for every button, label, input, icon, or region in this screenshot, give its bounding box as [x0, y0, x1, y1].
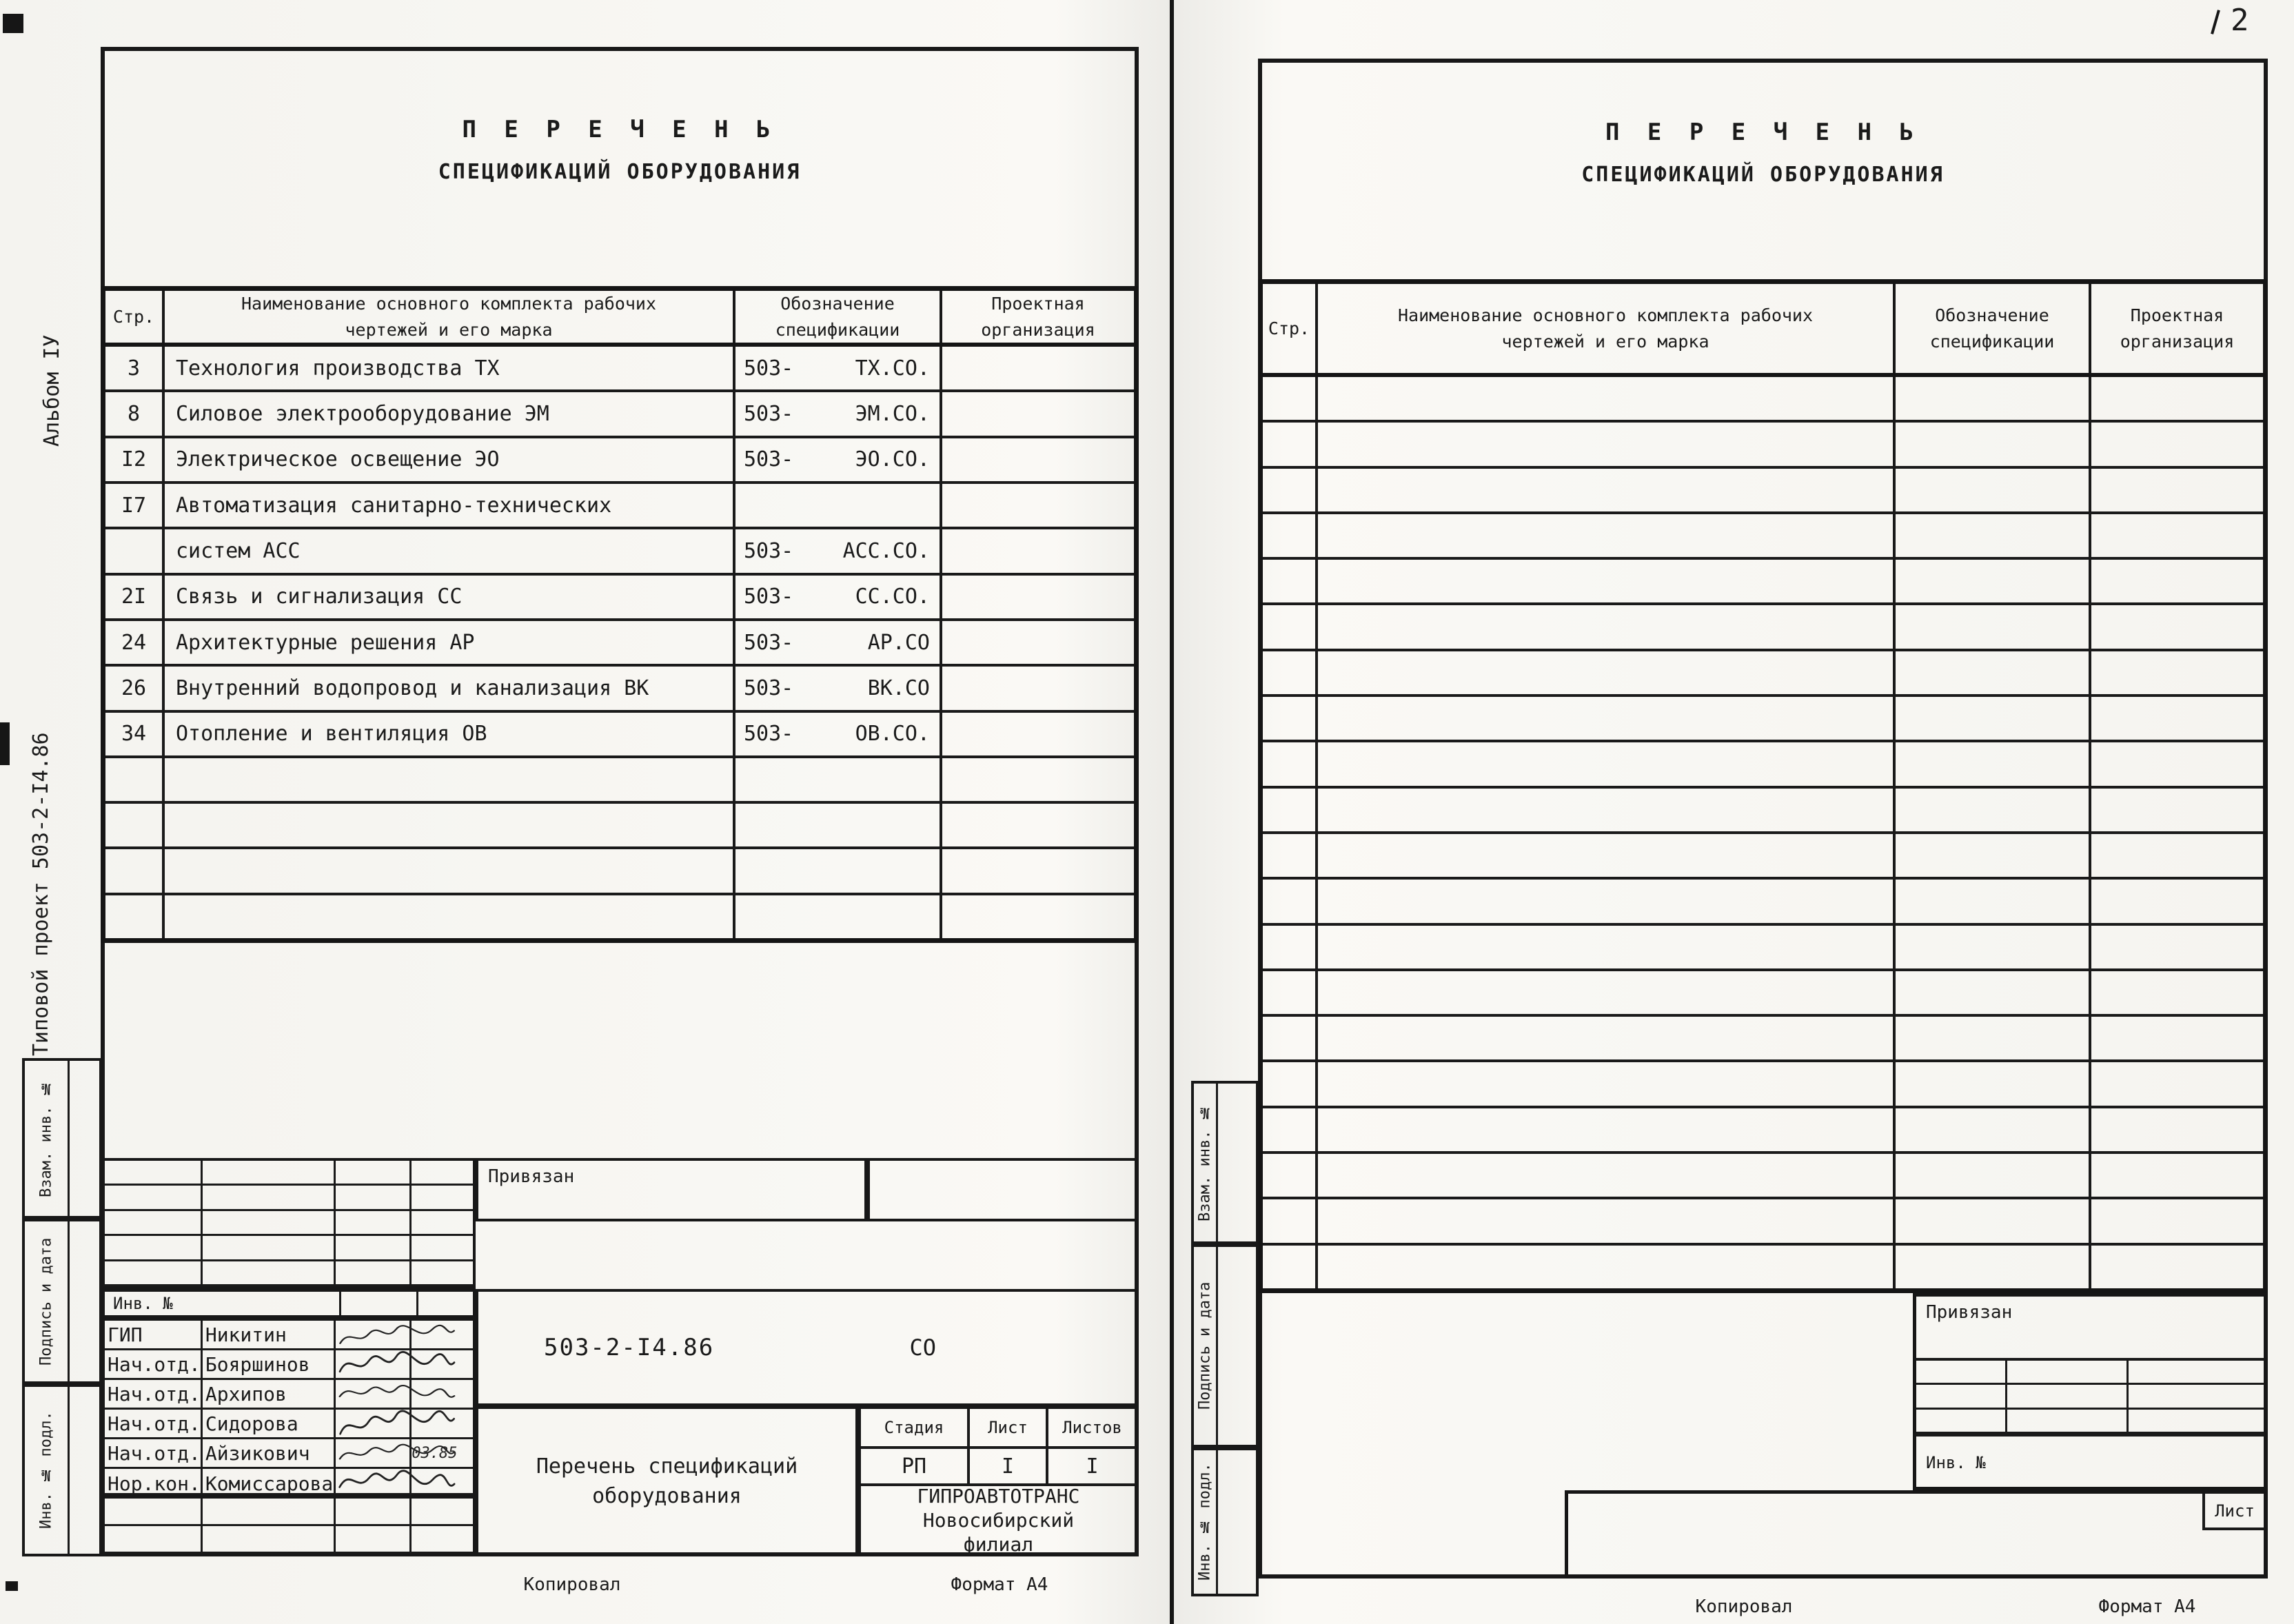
stage-block — [858, 1406, 1139, 1556]
copied-label: Копировал — [523, 1574, 621, 1595]
table-row — [1263, 514, 2263, 560]
privyazan-grid — [1916, 1361, 2264, 1437]
sheet-label: Лист — [2215, 1501, 2255, 1521]
code-cell — [735, 758, 942, 801]
table-row — [1263, 834, 2263, 880]
person-row — [103, 1439, 473, 1469]
signature-scribble — [336, 1321, 412, 1348]
person-name: Айзикович — [203, 1439, 336, 1467]
person-name: Никитин — [203, 1321, 336, 1348]
table-row — [1263, 1199, 2263, 1245]
page-number: 2 — [2231, 3, 2249, 38]
code-cell: 503- АР.СО — [735, 621, 942, 664]
grid-cell — [103, 1186, 203, 1210]
person-row — [103, 1350, 473, 1380]
signature-scribble — [336, 1350, 412, 1378]
grid-cell — [336, 1261, 412, 1286]
header-col-code: Обозначение спецификации — [1896, 284, 2091, 373]
signature-scribble — [336, 1380, 412, 1408]
grid-cell — [412, 1526, 473, 1554]
table-row — [105, 895, 1134, 938]
grid-cell — [2007, 1361, 2129, 1385]
stamp-inv-podl: Инв. № подл. — [22, 1384, 102, 1556]
grid-cell — [2129, 1361, 2264, 1385]
table-row — [1263, 1108, 2263, 1154]
grid-cell — [2007, 1385, 2129, 1409]
table-row — [105, 804, 1134, 849]
grid-cell — [103, 1526, 203, 1554]
grid-cell — [336, 1499, 412, 1526]
grid-cell — [336, 1186, 412, 1210]
header-col-org: Проектная организация — [981, 294, 1095, 340]
grid-cell — [103, 1499, 203, 1526]
table-row: 24 Архитектурные решения АР 503- АР.СО — [105, 621, 1134, 667]
table-row — [1263, 971, 2263, 1017]
table-row — [1263, 697, 2263, 742]
table-row — [105, 849, 1134, 895]
header-col-code: Обозначение спецификации — [735, 291, 942, 343]
right-spec-table — [1258, 279, 2268, 1293]
right-privyazan-block — [1913, 1293, 2268, 1490]
stamp-podpis-data: Подпись и дата — [1191, 1244, 1259, 1448]
right-doc-title: П Е Р Е Ч Е Н Ь — [1605, 119, 1921, 146]
scan-mark — [2211, 10, 2220, 34]
grid-cell — [1916, 1410, 2007, 1434]
scan-mark — [3, 14, 23, 33]
code-cell — [735, 484, 942, 527]
table-row: систем АСС 503- АСС.СО. — [105, 529, 1134, 575]
page-fold-line — [1170, 0, 1174, 1624]
table-row: 2I Связь и сигнализация СС 503- СС.СО. — [105, 576, 1134, 621]
stage-value: РП — [861, 1449, 970, 1483]
person-row — [103, 1469, 473, 1499]
table-row — [1263, 926, 2263, 971]
code-cell: 503- ВК.СО — [735, 667, 942, 709]
grid-cell — [412, 1261, 473, 1286]
sheet-cell — [2202, 1494, 2264, 1530]
grid-cell — [336, 1161, 412, 1186]
code-cell: 503- ЭО.СО. — [735, 438, 942, 481]
grid-cell — [2007, 1410, 2129, 1434]
stamp-inv-podl: Инв. № подл. — [1191, 1448, 1259, 1596]
right-bottom-strip — [1565, 1490, 2268, 1579]
code-cell: 503- ТХ.СО. — [735, 347, 942, 389]
right-table-header — [1263, 284, 2263, 377]
grid-cell — [412, 1236, 473, 1261]
people-rows — [101, 1318, 476, 1496]
header-col-page: Стр. — [105, 291, 165, 343]
stamp-podpis-data: Подпись и дата — [22, 1219, 102, 1384]
code-cell — [735, 895, 942, 938]
table-row — [1263, 1017, 2263, 1062]
code-cell: 503- СС.СО. — [735, 576, 942, 618]
person-name: Бояршинов — [203, 1350, 336, 1378]
grid-cell — [336, 1211, 412, 1236]
privyazan-cell — [476, 1158, 867, 1221]
header-col-page: Стр. — [1263, 284, 1318, 373]
grid-cell — [412, 1211, 473, 1236]
code-cell: 503- ОВ.СО. — [735, 713, 942, 755]
signature-scribble — [336, 1410, 412, 1437]
table-row — [1263, 377, 2263, 423]
privyazan-label: Привязан — [488, 1166, 575, 1187]
person-role: ГИП — [103, 1321, 203, 1348]
left-table-header — [105, 291, 1134, 347]
sheet-value: I — [970, 1449, 1048, 1483]
stage-header-row — [861, 1409, 1136, 1449]
right-doc-subtitle: СПЕЦИФИКАЦИЙ ОБОРУДОВАНИЯ — [1581, 163, 1945, 187]
table-row: I2 Электрическое освещение ЭО 503- ЭО.СО. — [105, 438, 1134, 484]
doc-number-cell — [476, 1289, 1139, 1406]
header-col-name: Наименование основного комплекта рабочих чертежей и его марка — [1318, 284, 1896, 373]
table-row — [1263, 880, 2263, 925]
doc-mark: СО — [909, 1334, 936, 1361]
person-role: Нач.отд. — [103, 1410, 203, 1437]
signature-scribble — [336, 1439, 412, 1467]
copied-label: Копировал — [1695, 1596, 1793, 1617]
grid-cell — [412, 1186, 473, 1210]
margin-album-text: Альбом IУ — [40, 334, 64, 447]
organization-cell: ГИПРОАВТОТРАНС Новосибирский филиал — [917, 1484, 1080, 1556]
margin-project-text: Типовой проект 503-2-I4.86 — [29, 732, 53, 1056]
left-doc-subtitle: СПЕЦИФИКАЦИЙ ОБОРУДОВАНИЯ — [438, 160, 802, 184]
person-row — [103, 1321, 473, 1350]
person-name: Сидорова — [203, 1410, 336, 1437]
table-row — [1263, 651, 2263, 697]
person-row — [103, 1410, 473, 1439]
grid-cell — [336, 1236, 412, 1261]
table-row: I7 Автоматизация санитарно-технических — [105, 484, 1134, 529]
grid-cell — [412, 1161, 473, 1186]
header-col-name: Наименование основного комплекта рабочих чертежей и его марка — [165, 291, 735, 343]
stage-label: Стадия — [861, 1409, 970, 1446]
table-row — [1263, 1062, 2263, 1108]
table-row — [1263, 605, 2263, 651]
grid-cell — [2129, 1385, 2264, 1409]
grid-cell — [203, 1236, 336, 1261]
code-cell — [735, 849, 942, 892]
person-role: Нач.отд. — [103, 1350, 203, 1378]
revision-grid-top — [101, 1158, 476, 1289]
code-cell: 503- АСС.СО. — [735, 529, 942, 572]
header-col-org: Проектная организация — [2120, 305, 2235, 352]
left-spec-table — [101, 286, 1139, 943]
left-doc-title: П Е Р Е Ч Е Н Ь — [462, 116, 778, 143]
person-role: Нор.кон. — [103, 1469, 203, 1499]
table-row: 26 Внутренний водопровод и канализация ВК 503- ВК.СО — [105, 667, 1134, 712]
format-label: Формат А4 — [2098, 1596, 2196, 1617]
table-row — [1263, 789, 2263, 834]
sheets-value: I — [1086, 1454, 1099, 1479]
grid-cell — [203, 1526, 336, 1554]
right-table-body — [1263, 377, 2263, 1288]
grid-cell — [203, 1211, 336, 1236]
table-row — [1263, 469, 2263, 514]
table-row: 3 Технология производства ТХ 503- ТХ.СО. — [105, 347, 1134, 392]
person-name: Комиссарова — [203, 1469, 336, 1499]
privyazan-label: Привязан — [1926, 1302, 2013, 1323]
grid-cell — [203, 1261, 336, 1286]
code-cell: 503- ЭМ.СО. — [735, 392, 942, 435]
code-cell — [735, 804, 942, 846]
left-table-body — [105, 347, 1134, 938]
signature-scribble — [336, 1469, 412, 1499]
grid-cell — [1916, 1385, 2007, 1409]
grid-cell — [103, 1261, 203, 1286]
corner-box — [867, 1158, 1139, 1221]
grid-cell — [103, 1236, 203, 1261]
doc-number: 503-2-I4.86 — [544, 1334, 715, 1361]
inv-number-label: Инв. № — [1926, 1452, 1986, 1472]
privyazan-cell — [1916, 1297, 2264, 1361]
revision-grid-bottom — [101, 1496, 476, 1556]
sheet-label: Лист — [970, 1409, 1048, 1446]
grid-cell — [412, 1499, 473, 1526]
grid-cell — [103, 1161, 203, 1186]
doc-title-cell: Перечень спецификаций оборудования — [476, 1406, 858, 1556]
table-row — [105, 758, 1134, 804]
inv-number-row — [101, 1289, 476, 1318]
person-role: Нач.отд. — [103, 1439, 203, 1467]
person-role: Нач.отд. — [103, 1380, 203, 1408]
table-row — [1263, 423, 2263, 468]
grid-cell — [2129, 1410, 2264, 1434]
person-name: Архипов — [203, 1380, 336, 1408]
table-row: 8 Силовое электрооборудование ЭМ 503- ЭМ.СО. — [105, 392, 1134, 438]
grid-cell — [1916, 1361, 2007, 1385]
signature-date: 03.85 — [412, 1444, 458, 1462]
stage-value-row — [861, 1449, 1136, 1486]
grid-cell — [203, 1499, 336, 1526]
stamp-vzam-inv: Взам. инв. № — [22, 1058, 102, 1219]
scan-mark — [0, 722, 10, 765]
table-row — [1263, 1246, 2263, 1288]
table-row — [1263, 1154, 2263, 1199]
stamp-vzam-inv: Взам. инв. № — [1191, 1081, 1259, 1244]
table-row — [1263, 560, 2263, 605]
grid-cell — [203, 1161, 336, 1186]
grid-cell — [203, 1186, 336, 1210]
person-row — [103, 1380, 473, 1410]
table-row — [1263, 742, 2263, 788]
inv-number-label: Инв. № — [113, 1294, 173, 1313]
table-row: 34 Отопление и вентиляция ОВ 503- ОВ.СО. — [105, 713, 1134, 758]
scan-mark — [6, 1581, 18, 1591]
grid-cell — [336, 1526, 412, 1554]
inv-number-row — [1916, 1437, 2264, 1488]
grid-cell — [103, 1211, 203, 1236]
sheets-label: Листов — [1062, 1418, 1122, 1437]
format-label: Формат А4 — [951, 1574, 1048, 1595]
